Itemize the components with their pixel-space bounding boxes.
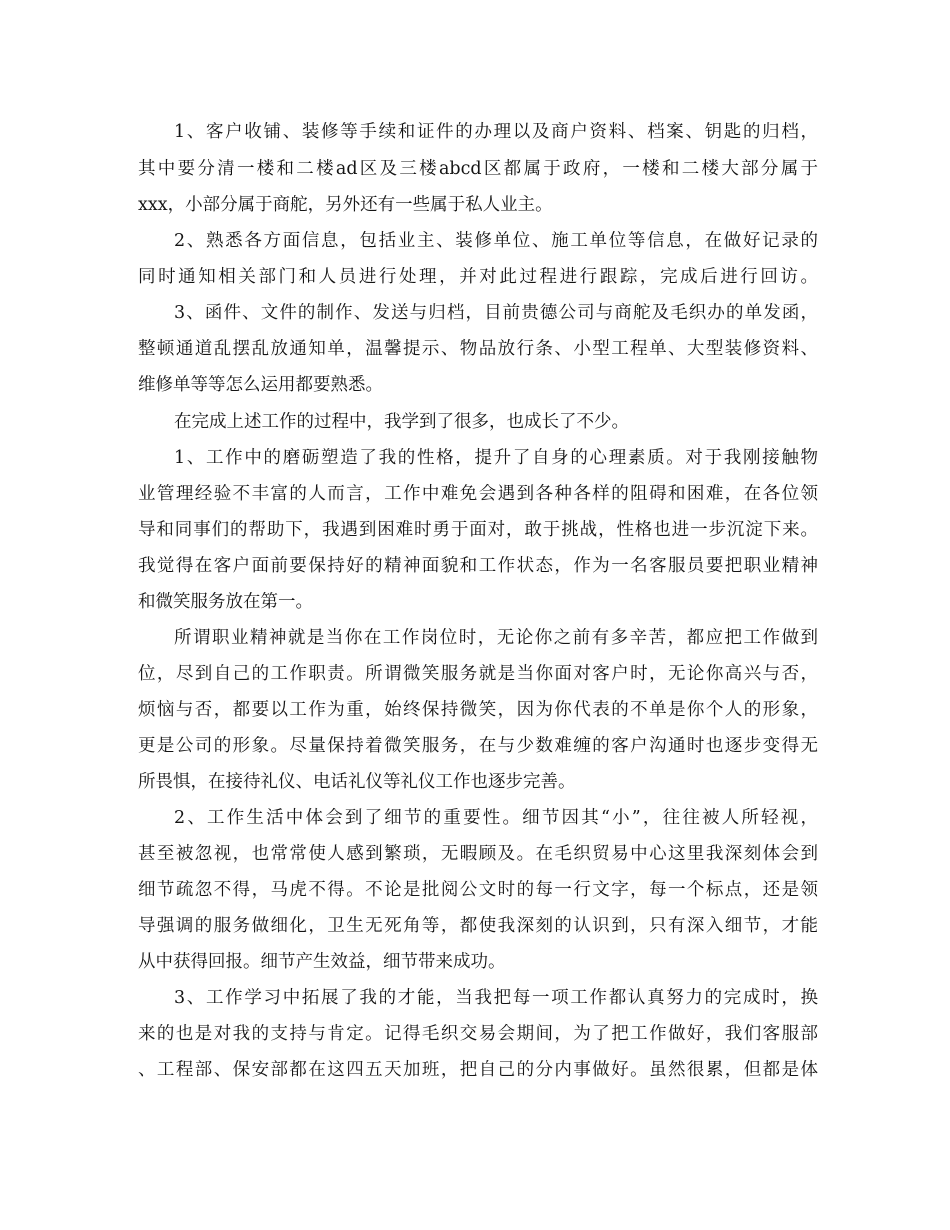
paragraph-line: 导强调的服务做细化，卫生无死角等，都使我深刻的认识到，只有深入细节，才能 xyxy=(138,916,818,936)
paragraph-line: 2、工作生活中体会到了细节的重要性。细节因其“小”，往往被人所轻视， xyxy=(174,808,818,828)
paragraph-line: 导和同事们的帮助下，我遇到困难时勇于面对，敢于挑战，性格也进一步沉淀下来。 xyxy=(138,520,818,540)
paragraph-line: 维修单等等怎么运用都要熟悉。 xyxy=(138,375,383,395)
paragraph-line: 1、工作中的磨砺塑造了我的性格，提升了自身的心理素质。对于我刚接触物 xyxy=(174,448,818,468)
paragraph-line: 所畏惧，在接待礼仪、电话礼仪等礼仪工作也逐步完善。 xyxy=(138,772,576,792)
paragraph-line: 我觉得在客户面前要保持好的精神面貌和工作状态，作为一名客服员要把职业精神 xyxy=(138,556,818,576)
paragraph-line: 位，尽到自己的工作职责。所谓微笑服务就是当你面对客户时，无论你高兴与否， xyxy=(138,664,818,684)
paragraph-line: 其中要分清一楼和二楼ad区及三楼abcd区都属于政府，一楼和二楼大部分属于 xyxy=(138,159,818,179)
paragraph-line: 同时通知相关部门和人员进行处理，并对此过程进行跟踪，完成后进行回访。 xyxy=(138,267,818,287)
paragraph-line: 业管理经验不丰富的人而言，工作中难免会遇到各种各样的阻碍和困难，在各位领 xyxy=(138,484,818,504)
paragraph-line: 更是公司的形象。尽量保持着微笑服务，在与少数难缠的客户沟通时也逐步变得无 xyxy=(138,736,818,756)
paragraph-line: 在完成上述工作的过程中，我学到了很多，也成长了不少。 xyxy=(174,412,629,432)
paragraph-line: 细节疏忽不得，马虎不得。不论是批阅公文时的每一行文字，每一个标点，还是领 xyxy=(138,880,818,900)
paragraph-line: 从中获得回报。细节产生效益，细节带来成功。 xyxy=(138,952,506,972)
paragraph-line: 烦恼与否，都要以工作为重，始终保持微笑，因为你代表的不单是你个人的形象， xyxy=(138,700,818,720)
paragraph-line: 甚至被忽视，也常常使人感到繁琐，无暇顾及。在毛织贸易中心这里我深刻体会到 xyxy=(138,844,818,864)
paragraph-line: 1、客户收铺、装修等手续和证件的办理以及商户资料、档案、钥匙的归档， xyxy=(174,122,818,142)
paragraph-line: 所谓职业精神就是当你在工作岗位时，无论你之前有多辛苦，都应把工作做到 xyxy=(174,628,818,648)
paragraph-line: 和微笑服务放在第一。 xyxy=(138,592,313,612)
paragraph-line: 2、熟悉各方面信息，包括业主、装修单位、施工单位等信息，在做好记录的 xyxy=(174,231,818,251)
paragraph-line: xxx，小部分属于商舵，另外还有一些属于私人业主。 xyxy=(138,195,553,215)
paragraph-line: 、工程部、保安部都在这四五天加班，把自己的分内事做好。虽然很累，但都是体 xyxy=(138,1060,818,1080)
paragraph-line: 来的也是对我的支持与肯定。记得毛织交易会期间，为了把工作做好，我们客服部 xyxy=(138,1024,818,1044)
paragraph-line: 3、工作学习中拓展了我的才能，当我把每一项工作都认真努力的完成时，换 xyxy=(174,988,818,1008)
paragraph-line: 整顿通道乱摆乱放通知单，温馨提示、物品放行条、小型工程单、大型装修资料、 xyxy=(138,339,818,359)
paragraph-line: 3、函件、文件的制作、发送与归档，目前贵德公司与商舵及毛织办的单发函， xyxy=(174,303,818,323)
